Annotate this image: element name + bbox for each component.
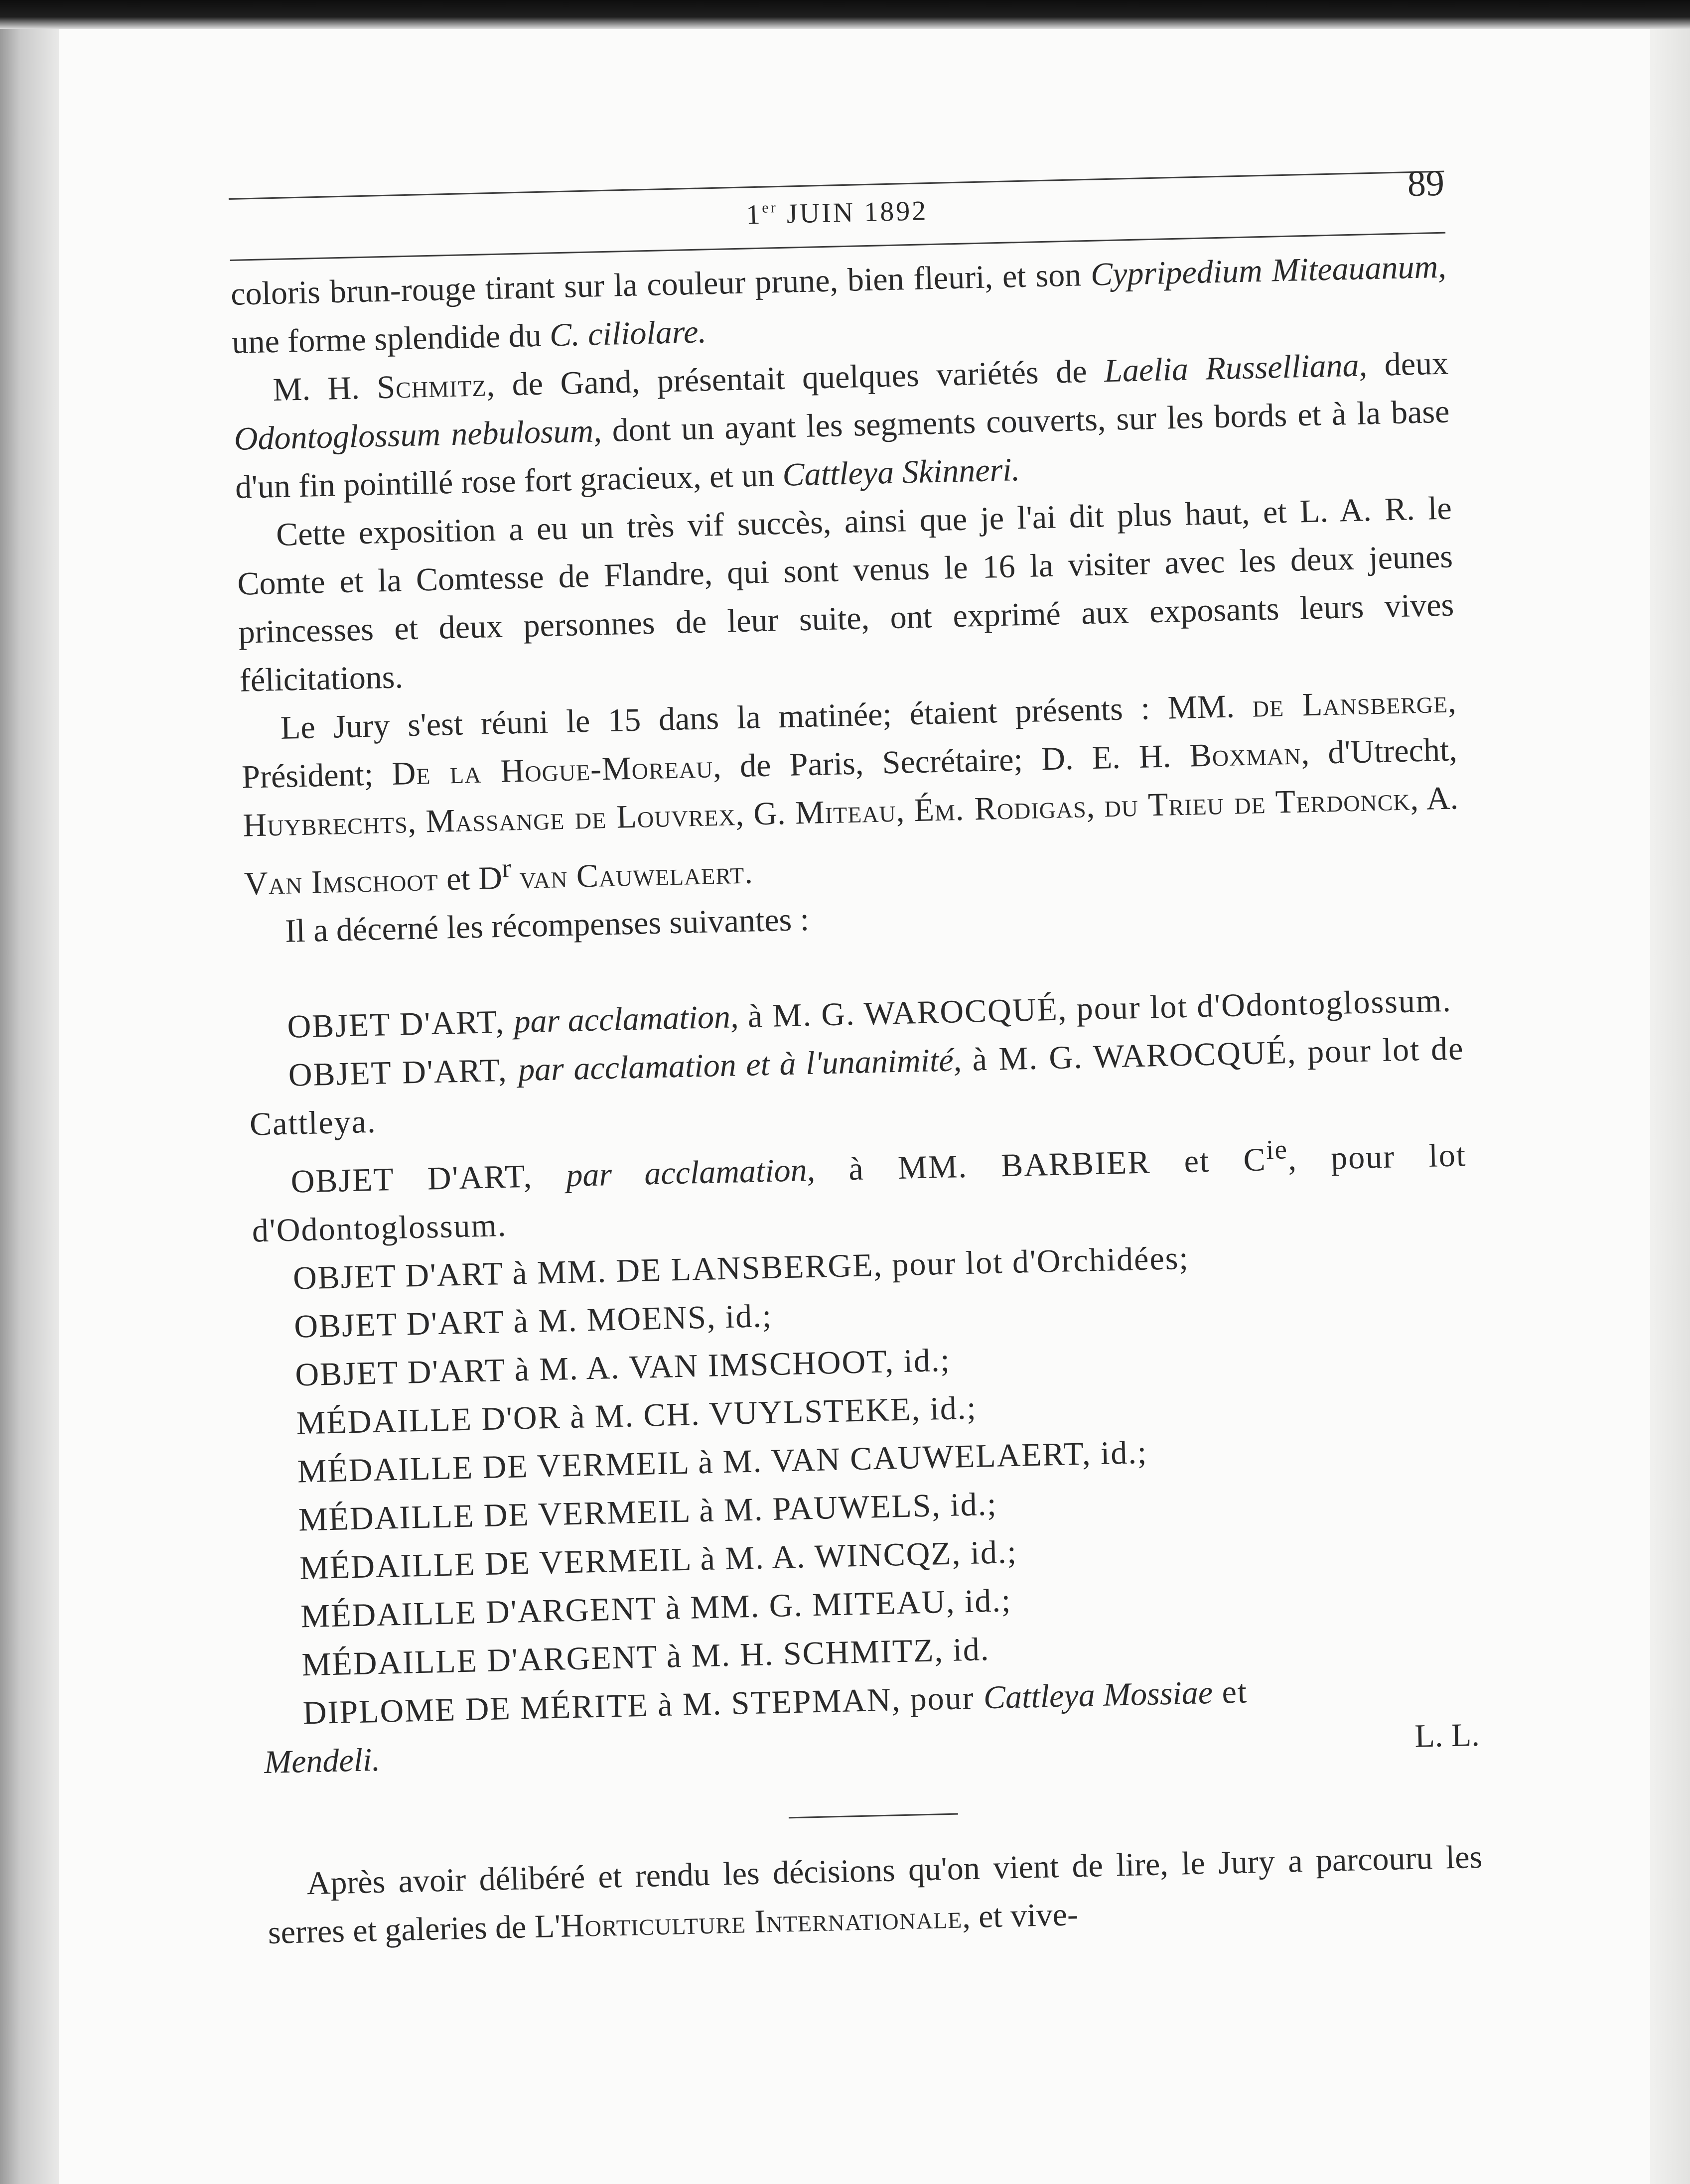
paragraph-coloris: coloris brun-rouge tirant sur la couleur prune, bien fleuri, et son Cypripedium Miteauanum, une forme splendide du C. ciliolare.: [230, 248, 1447, 361]
award-item: OBJET D'ART, par acclamation, à MM. BARBIER et $C^{ie}$, pour lot d'Odontoglossum.: [252, 1134, 1467, 1249]
header-date: 1er JUIN 1892: [745, 195, 928, 231]
award-item: OBJET D'ART, par acclamation et à l'unanimité, à M. G. WAROCQUÉ, pour lot de Cattleya.: [249, 1030, 1465, 1143]
page-number: 89: [1407, 162, 1445, 205]
awards-list: [247, 976, 1480, 1786]
award-item: MÉDAILLE DE VERMEIL à M. VAN CAUWELAERT, id.;: [297, 1434, 1148, 1490]
page-content: [228, 151, 1484, 1957]
award-item: OBJET D'ART à M. A. VAN IMSCHOOT, id.;: [294, 1342, 951, 1393]
section-divider: [789, 1813, 958, 1819]
award-item: MÉDAILLE DE VERMEIL à M. PAUWELS, id.;: [298, 1486, 998, 1538]
award-item: OBJET D'ART à MM. DE LANSBERGE, pour lot d'Orchidées;: [292, 1239, 1190, 1297]
paragraph-exposition: Cette exposition a eu un très vif succès, ainsi que je l'ai dit plus haut, et L. A. R. le Comte et la Comtesse de Flandre, qui sont venus le 16 la visiter avec les deux jeunes princesses et deux personnes de leur suite, ont exprimé aux exposants leurs vives félicitations.: [237, 490, 1454, 699]
award-item: MÉDAILLE D'ARGENT à MM. G. MITEAU, id.;: [300, 1582, 1012, 1635]
scan-top-border: [0, 0, 1690, 29]
author-signature: L. L.: [1414, 1716, 1480, 1755]
paragraph-apres: Après avoir délibéré et rendu les décisions qu'on vient de lire, le Jury a parcouru les serres et galeries de L'Horticulture Internationale, et vive-: [268, 1838, 1483, 1951]
award-item: MÉDAILLE D'OR à M. CH. VUYLSTEKE, id.;: [295, 1389, 978, 1442]
scan-right-edge: [1650, 29, 1690, 2184]
award-item: OBJET D'ART, par acclamation, à M. G. WAROCQUÉ, pour lot d'Odontoglossum.: [286, 982, 1452, 1045]
award-item: MÉDAILLE DE VERMEIL à M. A. WINCQZ, id.;: [299, 1533, 1018, 1587]
award-item: MÉDAILLE D'ARGENT à M. H. SCHMITZ, id.: [301, 1631, 990, 1683]
book-page: [59, 29, 1650, 2184]
award-item: OBJET D'ART à M. MOENS, id.;: [293, 1297, 773, 1345]
paragraph-schmitz: M. H. Schmitz, de Gand, présentait quelques variétés de Laelia Russelliana, deux Odontoglossum nebulosum, dont un ayant les segments couverts, sur les bords et à la base d'un fin pointillé rose fort gracieux, et un Cattleya Skinneri.: [234, 345, 1450, 506]
paragraph-recompenses-intro: Il a décerné les récompenses suivantes :: [284, 901, 810, 950]
paragraph-jury: Le Jury s'est réuni le 15 dans la matinée; étaient présents : MM. de Lansberge, Président; De la Hogue-Moreau, de Paris, Secrétaire; D. E. H. Boxman, d'Utrecht, Huybrechts, Massange de Louvrex, G. Miteau, Ém. Rodigas, du Trieu de Terdonck, A. Van Imschoot et $D^r$ van Cauwelaert.: [241, 683, 1459, 902]
award-continuation: Mendeli.: [264, 1741, 381, 1781]
scan-binding-shadow: [0, 29, 59, 2184]
award-item: DIPLOME DE MÉRITE à M. STEPMAN, pour Cattleya Mossiae et: [302, 1673, 1248, 1732]
